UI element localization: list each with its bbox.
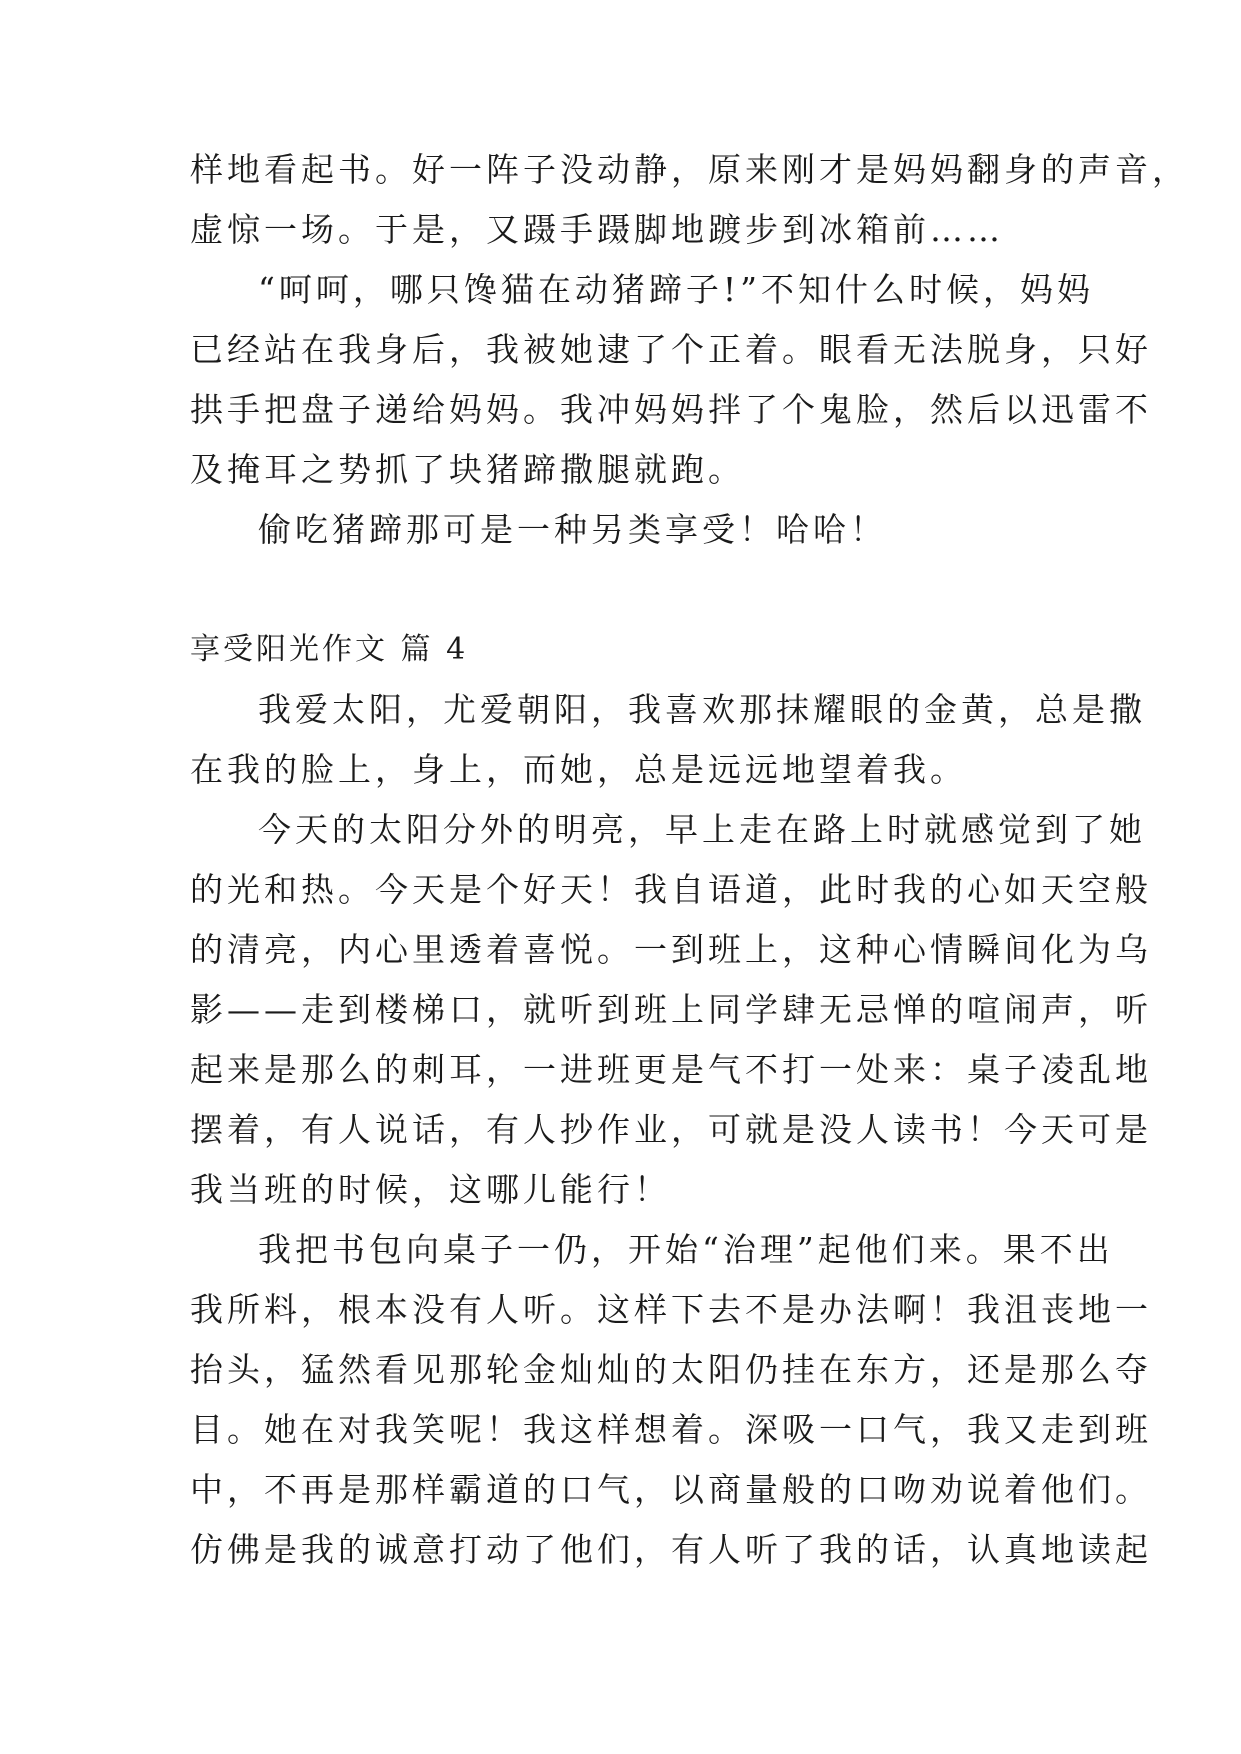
paragraph-first-line: 我把书包向桌子一仍，开始“治理”起他们来。果不出: [258, 1230, 1114, 1269]
paragraph-first-line: 偷吃猪蹄那可是一种另类享受！哈哈！: [258, 510, 887, 549]
text-line: 已经站在我身后，我被她逮了个正着。眼看无法脱身，只好: [190, 330, 1152, 369]
text-line: 及掩耳之势抓了块猪蹄撒腿就跑。: [190, 450, 745, 489]
text-line: 虚惊一场。于是，又蹑手蹑脚地踱步到冰箱前……: [190, 210, 1004, 249]
text-line: 仿佛是我的诚意打动了他们，有人听了我的话，认真地读起: [190, 1530, 1152, 1569]
text-line: 在我的脸上，身上，而她，总是远远地望着我。: [190, 750, 967, 789]
text-line: 摆着，有人说话，有人抄作业，可就是没人读书！今天可是: [190, 1110, 1152, 1149]
text-line: 样地看起书。好一阵子没动静，原来刚才是妈妈翻身的声音，: [190, 150, 1189, 189]
text-line: 的光和热。今天是个好天！我自语道，此时我的心如天空般: [190, 870, 1152, 909]
text-line: 的清亮，内心里透着喜悦。一到班上，这种心情瞬间化为乌: [190, 930, 1152, 969]
text-line: 目。她在对我笑呢！我这样想着。深吸一口气，我又走到班: [190, 1410, 1152, 1449]
paragraph-first-line: “呵呵，哪只馋猫在动猪蹄子!”不知什么时候，妈妈: [258, 270, 1095, 309]
text-line: 拱手把盘子递给妈妈。我冲妈妈拌了个鬼脸，然后以迅雷不: [190, 390, 1152, 429]
paragraph-first-line: 我爱太阳，尤爱朝阳，我喜欢那抹耀眼的金黄，总是撒: [258, 690, 1146, 729]
text-line: 影——走到楼梯口，就听到班上同学肆无忌惮的喧闹声，听: [190, 990, 1152, 1029]
text-line: 我当班的时候，这哪儿能行！: [190, 1170, 671, 1209]
text-line: 中，不再是那样霸道的口气，以商量般的口吻劝说着他们。: [190, 1470, 1152, 1509]
section-heading: 享受阳光作文 篇 4: [190, 632, 469, 667]
paragraph-first-line: 今天的太阳分外的明亮，早上走在路上时就感觉到了她: [258, 810, 1146, 849]
text-line: 我所料，根本没有人听。这样下去不是办法啊！我沮丧地一: [190, 1290, 1152, 1329]
text-line: 起来是那么的刺耳，一进班更是气不打一处来：桌子凌乱地: [190, 1050, 1152, 1089]
text-line: 抬头，猛然看见那轮金灿灿的太阳仍挂在东方，还是那么夺: [190, 1350, 1152, 1389]
